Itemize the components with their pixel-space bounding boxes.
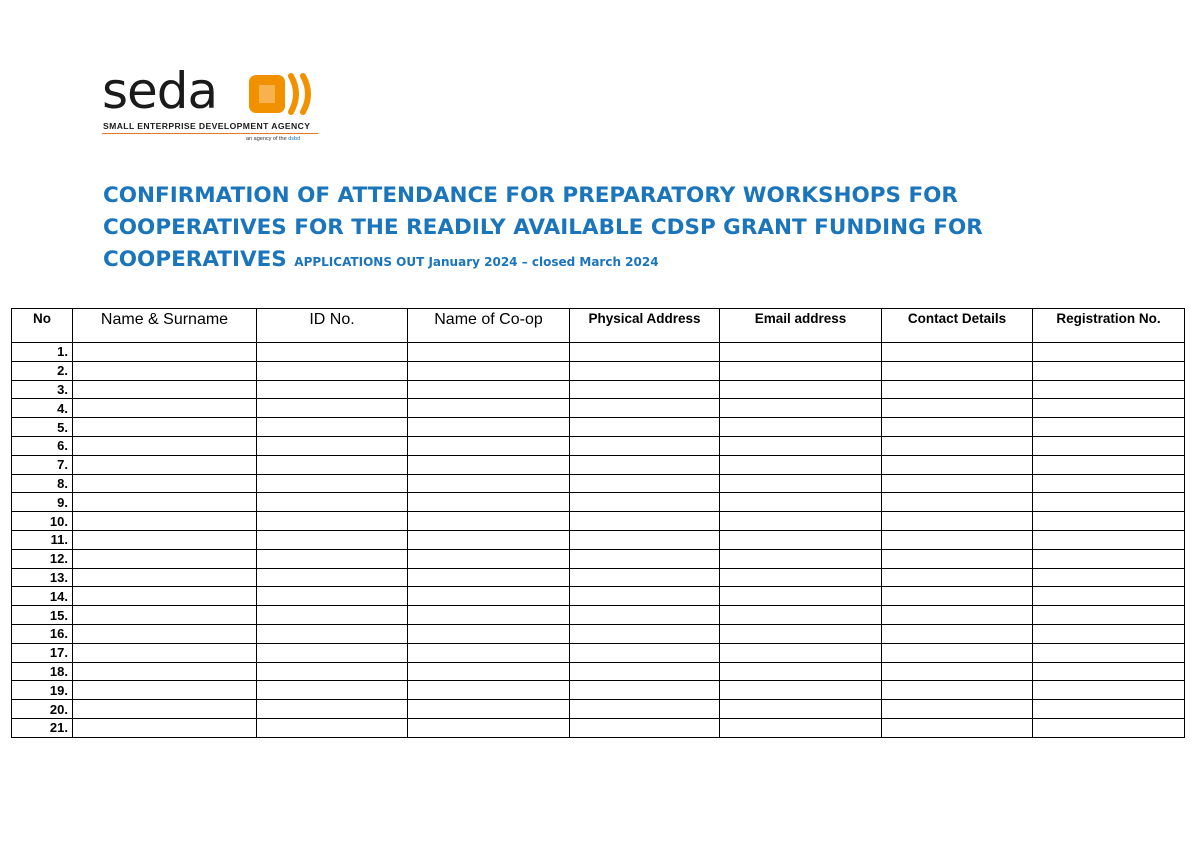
cell-name-surname[interactable] — [73, 361, 257, 380]
cell-coop-name[interactable] — [408, 436, 570, 455]
cell-registration-no[interactable] — [1033, 512, 1185, 531]
attendance-table — [11, 308, 1185, 738]
logo-subtitle: SMALL ENTERPRISE DEVELOPMENT AGENCY — [103, 121, 311, 131]
title-main: CONFIRMATION OF ATTENDANCE FOR PREPARATORY WORKSHOPS FOR COOPERATIVES FOR THE READILY AVAILABLE CDSP GRANT FUNDING FOR COOPERATIVES — [103, 183, 983, 272]
cell-coop-name[interactable] — [408, 606, 570, 625]
cell-name-surname[interactable] — [73, 718, 257, 737]
table-row — [12, 681, 1185, 700]
attendance-table-body — [12, 343, 1185, 738]
cell-contact-details[interactable] — [882, 474, 1033, 493]
header-coop-name: Name of Co-op — [408, 309, 570, 343]
cell-name-surname[interactable] — [73, 681, 257, 700]
cell-physical-address[interactable] — [570, 343, 720, 362]
table-row — [12, 455, 1185, 474]
cell-registration-no[interactable] — [1033, 568, 1185, 587]
cell-physical-address[interactable] — [570, 493, 720, 512]
table-row — [12, 549, 1185, 568]
cell-id-no[interactable] — [257, 606, 408, 625]
cell-coop-name[interactable] — [408, 568, 570, 587]
table-row — [12, 418, 1185, 437]
cell-id-no[interactable] — [257, 493, 408, 512]
cell-name-surname[interactable] — [73, 568, 257, 587]
cell-physical-address[interactable] — [570, 662, 720, 681]
cell-email-address[interactable] — [720, 512, 882, 531]
cell-physical-address[interactable] — [570, 455, 720, 474]
cell-contact-details[interactable] — [882, 718, 1033, 737]
cell-name-surname[interactable] — [73, 530, 257, 549]
cell-registration-no[interactable] — [1033, 643, 1185, 662]
table-row — [12, 587, 1185, 606]
cell-registration-no[interactable] — [1033, 455, 1185, 474]
row-number: 7. — [12, 455, 73, 474]
cell-id-no[interactable] — [257, 549, 408, 568]
cell-id-no[interactable] — [257, 643, 408, 662]
cell-contact-details[interactable] — [882, 700, 1033, 719]
row-number: 1. — [12, 343, 73, 362]
cell-id-no[interactable] — [257, 436, 408, 455]
cell-registration-no[interactable] — [1033, 700, 1185, 719]
cell-physical-address[interactable] — [570, 587, 720, 606]
cell-physical-address[interactable] — [570, 606, 720, 625]
cell-physical-address[interactable] — [570, 700, 720, 719]
cell-coop-name[interactable] — [408, 343, 570, 362]
cell-coop-name[interactable] — [408, 530, 570, 549]
table-row — [12, 343, 1185, 362]
row-number: 14. — [12, 587, 73, 606]
header-id-no: ID No. — [257, 309, 408, 343]
cell-coop-name[interactable] — [408, 587, 570, 606]
cell-coop-name[interactable] — [408, 718, 570, 737]
cell-name-surname[interactable] — [73, 343, 257, 362]
cell-name-surname[interactable] — [73, 662, 257, 681]
cell-registration-no[interactable] — [1033, 681, 1185, 700]
cell-contact-details[interactable] — [882, 568, 1033, 587]
cell-registration-no[interactable] — [1033, 493, 1185, 512]
cell-email-address[interactable] — [720, 587, 882, 606]
table-row — [12, 474, 1185, 493]
cell-id-no[interactable] — [257, 530, 408, 549]
row-number: 8. — [12, 474, 73, 493]
cell-email-address[interactable] — [720, 549, 882, 568]
cell-registration-no[interactable] — [1033, 718, 1185, 737]
cell-email-address[interactable] — [720, 399, 882, 418]
cell-name-surname[interactable] — [73, 493, 257, 512]
cell-id-no[interactable] — [257, 718, 408, 737]
row-number: 4. — [12, 399, 73, 418]
cell-contact-details[interactable] — [882, 361, 1033, 380]
table-row — [12, 700, 1185, 719]
cell-physical-address[interactable] — [570, 718, 720, 737]
logo-tagline-prefix: an agency of the — [246, 136, 287, 142]
seda-logo — [102, 62, 332, 148]
cell-coop-name[interactable] — [408, 361, 570, 380]
cell-email-address[interactable] — [720, 361, 882, 380]
cell-contact-details[interactable] — [882, 343, 1033, 362]
header-name-surname: Name & Surname — [73, 309, 257, 343]
cell-contact-details[interactable] — [882, 455, 1033, 474]
cell-registration-no[interactable] — [1033, 399, 1185, 418]
cell-name-surname[interactable] — [73, 474, 257, 493]
cell-coop-name[interactable] — [408, 380, 570, 399]
cell-coop-name[interactable] — [408, 399, 570, 418]
cell-registration-no[interactable] — [1033, 587, 1185, 606]
cell-coop-name[interactable] — [408, 512, 570, 531]
table-row — [12, 436, 1185, 455]
logo-wordmark: seda — [102, 62, 218, 120]
cell-contact-details[interactable] — [882, 530, 1033, 549]
table-row — [12, 662, 1185, 681]
header-contact-details: Contact Details — [882, 309, 1033, 343]
row-number: 9. — [12, 493, 73, 512]
cell-contact-details[interactable] — [882, 549, 1033, 568]
table-row — [12, 643, 1185, 662]
cell-registration-no[interactable] — [1033, 662, 1185, 681]
cell-contact-details[interactable] — [882, 512, 1033, 531]
cell-registration-no[interactable] — [1033, 343, 1185, 362]
cell-email-address[interactable] — [720, 662, 882, 681]
cell-coop-name[interactable] — [408, 700, 570, 719]
cell-registration-no[interactable] — [1033, 380, 1185, 399]
cell-contact-details[interactable] — [882, 587, 1033, 606]
logo-tagline — [246, 136, 300, 142]
row-number: 16. — [12, 624, 73, 643]
cell-name-surname[interactable] — [73, 549, 257, 568]
cell-coop-name[interactable] — [408, 681, 570, 700]
cell-physical-address[interactable] — [570, 568, 720, 587]
cell-physical-address[interactable] — [570, 436, 720, 455]
cell-registration-no[interactable] — [1033, 436, 1185, 455]
cell-name-surname[interactable] — [73, 643, 257, 662]
cell-contact-details[interactable] — [882, 606, 1033, 625]
cell-id-no[interactable] — [257, 474, 408, 493]
document-title — [103, 180, 1003, 278]
row-number: 3. — [12, 380, 73, 399]
logo-tagline-accent: dsbd — [288, 136, 301, 142]
header-email-address: Email address — [720, 309, 882, 343]
cell-email-address[interactable] — [720, 493, 882, 512]
row-number: 13. — [12, 568, 73, 587]
cell-name-surname[interactable] — [73, 418, 257, 437]
cell-email-address[interactable] — [720, 700, 882, 719]
cell-physical-address[interactable] — [570, 530, 720, 549]
row-number: 15. — [12, 606, 73, 625]
cell-contact-details[interactable] — [882, 399, 1033, 418]
cell-coop-name[interactable] — [408, 455, 570, 474]
row-number: 10. — [12, 512, 73, 531]
row-number: 2. — [12, 361, 73, 380]
row-number: 6. — [12, 436, 73, 455]
cell-registration-no[interactable] — [1033, 606, 1185, 625]
cell-id-no[interactable] — [257, 380, 408, 399]
cell-coop-name[interactable] — [408, 418, 570, 437]
cell-registration-no[interactable] — [1033, 418, 1185, 437]
cell-email-address[interactable] — [720, 568, 882, 587]
cell-physical-address[interactable] — [570, 399, 720, 418]
cell-name-surname[interactable] — [73, 606, 257, 625]
cell-coop-name[interactable] — [408, 493, 570, 512]
cell-name-surname[interactable] — [73, 380, 257, 399]
row-number: 12. — [12, 549, 73, 568]
cell-id-no[interactable] — [257, 399, 408, 418]
logo-divider — [102, 133, 318, 134]
cell-contact-details[interactable] — [882, 380, 1033, 399]
row-number: 5. — [12, 418, 73, 437]
cell-coop-name[interactable] — [408, 643, 570, 662]
cell-email-address[interactable] — [720, 624, 882, 643]
cell-id-no[interactable] — [257, 662, 408, 681]
cell-contact-details[interactable] — [882, 643, 1033, 662]
title-suffix: APPLICATIONS OUT January 2024 – closed March 2024 — [294, 255, 659, 269]
cell-name-surname[interactable] — [73, 436, 257, 455]
table-row — [12, 606, 1185, 625]
cell-id-no[interactable] — [257, 568, 408, 587]
cell-email-address[interactable] — [720, 343, 882, 362]
table-row — [12, 568, 1185, 587]
cell-physical-address[interactable] — [570, 643, 720, 662]
header-no: No — [12, 309, 73, 343]
cell-name-surname[interactable] — [73, 399, 257, 418]
seda-sound-wave-icon — [248, 72, 320, 118]
cell-email-address[interactable] — [720, 474, 882, 493]
table-header-row — [12, 309, 1185, 343]
cell-email-address[interactable] — [720, 436, 882, 455]
cell-id-no[interactable] — [257, 361, 408, 380]
cell-name-surname[interactable] — [73, 512, 257, 531]
cell-contact-details[interactable] — [882, 662, 1033, 681]
cell-contact-details[interactable] — [882, 493, 1033, 512]
cell-coop-name[interactable] — [408, 549, 570, 568]
cell-coop-name[interactable] — [408, 662, 570, 681]
table-row — [12, 361, 1185, 380]
cell-physical-address[interactable] — [570, 474, 720, 493]
cell-id-no[interactable] — [257, 455, 408, 474]
table-row — [12, 399, 1185, 418]
cell-email-address[interactable] — [720, 530, 882, 549]
cell-coop-name[interactable] — [408, 474, 570, 493]
cell-name-surname[interactable] — [73, 624, 257, 643]
cell-contact-details[interactable] — [882, 624, 1033, 643]
cell-physical-address[interactable] — [570, 624, 720, 643]
cell-email-address[interactable] — [720, 380, 882, 399]
cell-id-no[interactable] — [257, 624, 408, 643]
cell-id-no[interactable] — [257, 587, 408, 606]
cell-id-no[interactable] — [257, 418, 408, 437]
cell-registration-no[interactable] — [1033, 530, 1185, 549]
row-number: 11. — [12, 530, 73, 549]
row-number: 20. — [12, 700, 73, 719]
cell-email-address[interactable] — [720, 606, 882, 625]
cell-email-address[interactable] — [720, 455, 882, 474]
row-number: 21. — [12, 718, 73, 737]
table-row — [12, 718, 1185, 737]
cell-id-no[interactable] — [257, 681, 408, 700]
cell-name-surname[interactable] — [73, 587, 257, 606]
cell-contact-details[interactable] — [882, 418, 1033, 437]
cell-physical-address[interactable] — [570, 361, 720, 380]
cell-registration-no[interactable] — [1033, 624, 1185, 643]
header-registration-no: Registration No. — [1033, 309, 1185, 343]
cell-id-no[interactable] — [257, 343, 408, 362]
cell-physical-address[interactable] — [570, 418, 720, 437]
row-number: 17. — [12, 643, 73, 662]
table-row — [12, 512, 1185, 531]
table-row — [12, 530, 1185, 549]
cell-id-no[interactable] — [257, 512, 408, 531]
cell-name-surname[interactable] — [73, 455, 257, 474]
cell-name-surname[interactable] — [73, 700, 257, 719]
cell-id-no[interactable] — [257, 700, 408, 719]
cell-physical-address[interactable] — [570, 512, 720, 531]
cell-physical-address[interactable] — [570, 549, 720, 568]
table-row — [12, 624, 1185, 643]
table-row — [12, 380, 1185, 399]
row-number: 19. — [12, 681, 73, 700]
cell-email-address[interactable] — [720, 643, 882, 662]
cell-email-address[interactable] — [720, 681, 882, 700]
row-number: 18. — [12, 662, 73, 681]
cell-registration-no[interactable] — [1033, 549, 1185, 568]
cell-registration-no[interactable] — [1033, 361, 1185, 380]
cell-contact-details[interactable] — [882, 681, 1033, 700]
cell-email-address[interactable] — [720, 718, 882, 737]
cell-physical-address[interactable] — [570, 380, 720, 399]
cell-coop-name[interactable] — [408, 624, 570, 643]
cell-physical-address[interactable] — [570, 681, 720, 700]
cell-registration-no[interactable] — [1033, 474, 1185, 493]
header-physical-address: Physical Address — [570, 309, 720, 343]
cell-email-address[interactable] — [720, 418, 882, 437]
table-row — [12, 493, 1185, 512]
cell-contact-details[interactable] — [882, 436, 1033, 455]
